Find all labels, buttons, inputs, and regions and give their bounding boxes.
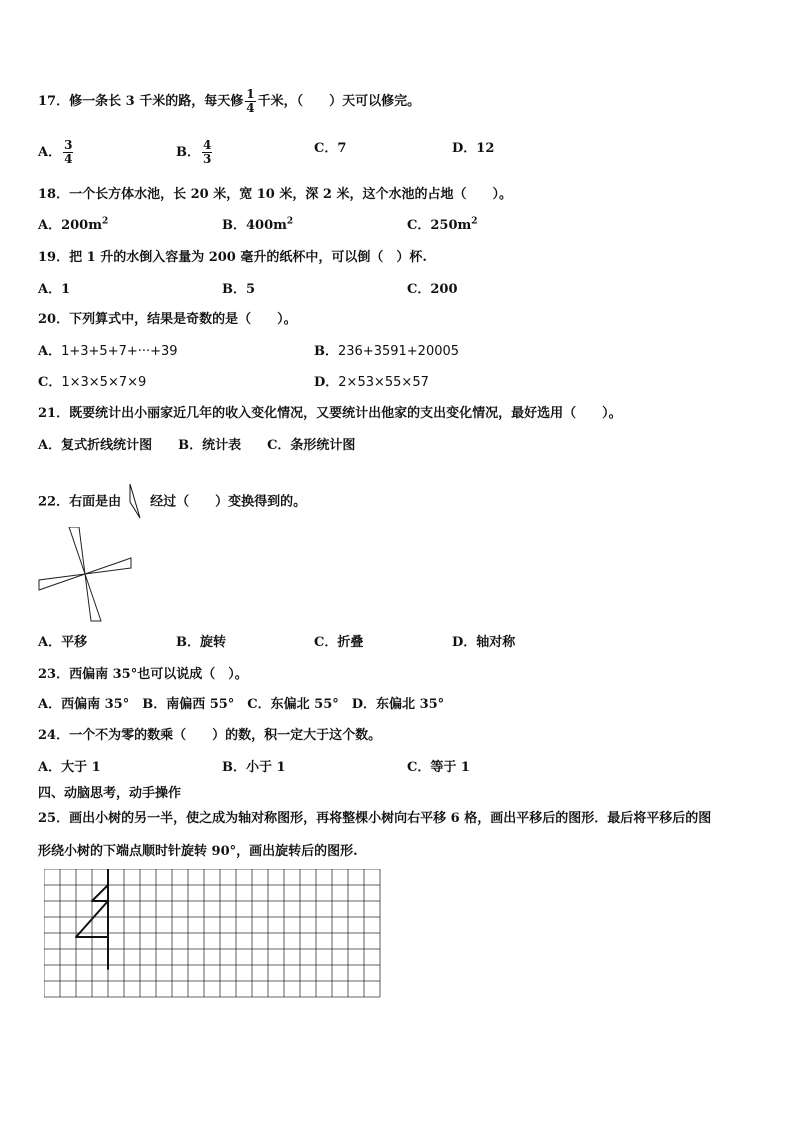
q19-option-c[interactable] (407, 282, 458, 298)
option-value: 200m (61, 218, 102, 233)
option-value: 236+3591+20005 (338, 344, 460, 359)
q25-line-2: 形绕小树的下端点顺时针旋转 90°，画出旋转后的图形. (38, 844, 358, 859)
option-letter: B． (176, 635, 200, 650)
option-letter: C． (38, 375, 62, 390)
option-value: 250m (430, 218, 472, 233)
q22-option-b[interactable] (176, 635, 226, 651)
q22-option-d[interactable] (452, 635, 515, 651)
section-title: 四、动脑思考，动手操作 (38, 786, 182, 801)
frac-den: 4 (64, 152, 73, 166)
q17-option-b[interactable] (176, 139, 214, 166)
q21-stem: 21．既要统计出小丽家近几年的收入变化情况，又要统计出他家的支出变化情况，最好选用（ ）。 (38, 406, 622, 421)
q19-option-a[interactable] (38, 282, 70, 298)
q24-option-b[interactable] (222, 760, 286, 776)
q24-option-c[interactable] (407, 760, 470, 776)
q21-options[interactable]: A．复式折线统计图 B．统计表 C．条形统计图 (38, 438, 356, 453)
q22-text-a: 22．右面是由 (38, 494, 122, 510)
q20-option-d[interactable] (314, 375, 429, 391)
option-value: 7 (337, 141, 347, 156)
option-letter: B． (222, 218, 246, 233)
option-letter: A． (38, 282, 62, 297)
option-value: 5 (246, 282, 256, 297)
option-sup: 2 (286, 216, 294, 227)
option-letter: A． (38, 635, 62, 650)
q19-option-b[interactable] (222, 282, 255, 298)
grid-lines (44, 869, 380, 997)
pinwheel-blade-right (85, 558, 131, 574)
option-value: 1×3×5×7×9 (61, 375, 147, 390)
q19-stem: 19．把 1 升的水倒入容量为 200 毫升的纸杯中，可以倒（ ）杯. (38, 250, 427, 265)
option-value: 平移 (61, 635, 88, 650)
q17-frac-den: 4 (246, 101, 255, 115)
option-sup: 2 (471, 216, 478, 227)
option-sup: 2 (102, 216, 109, 227)
option-letter: D． (314, 375, 339, 390)
q17-frac-num: 1 (246, 87, 255, 101)
option-letter: B． (176, 145, 200, 160)
option-value: 旋转 (200, 635, 227, 650)
frac-den: 3 (203, 152, 212, 166)
q17-fraction (245, 88, 255, 115)
triangle-shape-icon (128, 484, 144, 520)
option-letter: C． (407, 218, 431, 233)
q17-text-a: 修一条长 3 千米的路，每天修 (69, 94, 244, 109)
q24-option-a[interactable] (38, 760, 101, 776)
option-value: 400m (246, 218, 287, 233)
q20-option-b[interactable] (314, 344, 459, 360)
option-value: 12 (476, 141, 495, 156)
option-letter: B． (314, 344, 338, 359)
option-letter: C． (314, 635, 338, 650)
frac-num: 4 (203, 138, 212, 152)
q17-option-a-fraction (63, 139, 73, 166)
option-letter: D． (452, 141, 477, 156)
q24-stem: 24．一个不为零的数乘（ ）的数，积一定大于这个数。 (38, 728, 382, 743)
q23-options[interactable]: A．西偏南 35° B．南偏西 55° C．东偏北 55° D．东偏北 35° (38, 697, 445, 712)
option-letter: A． (38, 145, 62, 160)
q23-stem: 23．西偏南 35°也可以说成（ ）。 (38, 667, 248, 682)
q18-stem: 18．一个长方体水池，长 20 米，宽 10 米，深 2 米，这个水池的占地（ ）。 (38, 187, 512, 202)
q17-number: 17． (38, 94, 70, 109)
option-value: 等于 1 (430, 760, 470, 775)
pinwheel-blade-bottom (85, 574, 101, 621)
grid-figure (44, 869, 384, 1009)
q22-text-b: 经过（ ）变换得到的。 (150, 494, 307, 510)
option-letter: C． (407, 760, 431, 775)
option-letter: A． (38, 344, 62, 359)
option-letter: B． (222, 282, 246, 297)
pinwheel-blade-left (39, 574, 85, 590)
option-letter: A． (38, 218, 62, 233)
option-value: 轴对称 (476, 635, 516, 650)
q18-option-c[interactable] (407, 218, 478, 234)
option-value: 大于 1 (61, 760, 101, 775)
q22-stem (38, 484, 306, 520)
q17-option-b-fraction (202, 139, 212, 166)
option-letter: C． (314, 141, 338, 156)
q20-option-c[interactable] (38, 375, 146, 391)
option-value: 折叠 (337, 635, 364, 650)
option-value: 1 (61, 282, 71, 297)
q17-option-a[interactable] (38, 139, 75, 166)
q17-text-b: 千米，（ ）天可以修完。 (257, 94, 421, 109)
q22-option-a[interactable] (38, 635, 87, 651)
frac-num: 3 (64, 138, 73, 152)
q20-stem: 20．下列算式中，结果是奇数的是（ ）。 (38, 312, 297, 327)
option-letter: D． (452, 635, 477, 650)
q25-line-1: 25．画出小树的另一半，使之成为轴对称图形，再将整棵小树向右平移 6 格，画出平移后的图形．最后将平移后的图 (38, 811, 712, 826)
q17-option-c[interactable] (314, 141, 346, 157)
pinwheel-blade-top (69, 527, 85, 574)
q20-option-a[interactable] (38, 344, 178, 360)
option-value: 1+3+5+7+···+39 (61, 344, 178, 359)
option-letter: A． (38, 760, 62, 775)
option-value: 200 (430, 282, 458, 297)
q18-option-b[interactable] (222, 218, 293, 234)
q22-option-c[interactable] (314, 635, 363, 651)
q17-stem (38, 88, 420, 115)
q17-option-d[interactable] (452, 141, 494, 157)
q18-option-a[interactable] (38, 218, 108, 234)
option-letter: C． (407, 282, 431, 297)
option-value: 小于 1 (246, 760, 286, 775)
option-letter: B． (222, 760, 246, 775)
pinwheel-figure (37, 527, 137, 622)
option-value: 2×53×55×57 (338, 375, 429, 390)
